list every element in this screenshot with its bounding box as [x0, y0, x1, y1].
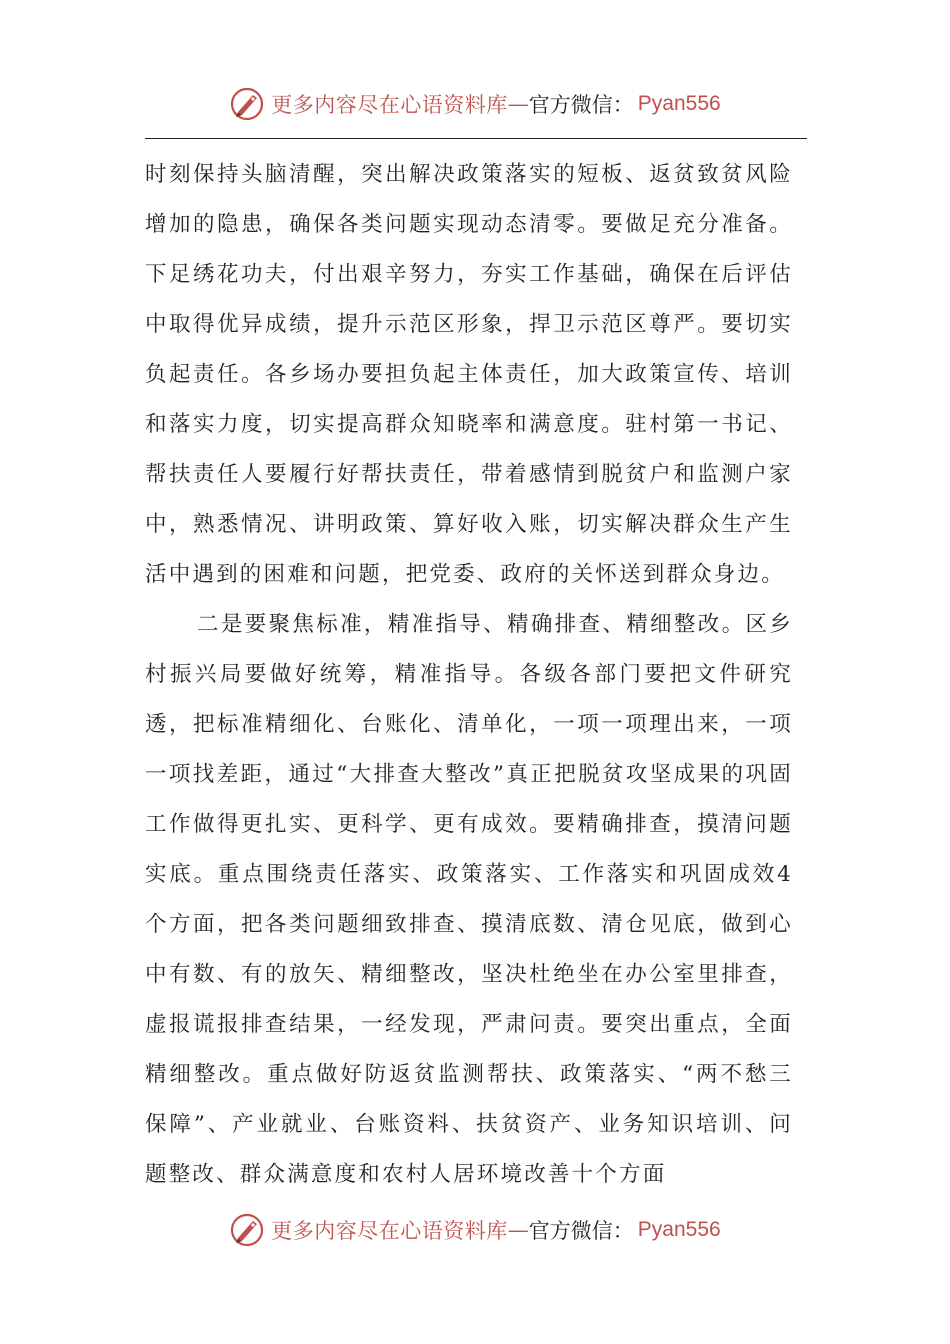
body-paragraph: 时刻保持头脑清醒，突出解决政策落实的短板、返贫致贫风险增加的隐患，确保各类问题实现动态清零。要做足充分准备。下足绣花功夫，付出艰辛努力，夯实工作基础，确保在后评估中取得优异成绩，提升示范区形象，捍卫示范区尊严。要切实负起责任。各乡场办要担负起主体责任，加大政策宣传、培训和落实力度，切实提高群众知晓率和满意度。驻村第一书记、帮扶责任人要履行好帮扶责任，带着感情到脱贫户和监测户家中，熟悉情况、讲明政策、算好收入账，切实解决群众生产生活中遇到的困难和问题，把党委、政府的关怀送到群众身边。	[145, 162, 793, 587]
banner-site-name: 更多内容尽在心语资料库	[271, 93, 508, 117]
banner-wechat-id: Pyan556	[637, 1218, 721, 1241]
header-divider	[145, 138, 807, 139]
banner-wechat-label: 官方微信：	[528, 1219, 634, 1243]
footer-banner	[0, 1208, 950, 1252]
banner-dash: —	[507, 92, 529, 116]
banner-wechat-id: Pyan556	[637, 92, 721, 115]
document-body	[145, 150, 793, 1200]
banner-dash: —	[507, 1218, 529, 1242]
banner-wechat-label: 官方微信：	[528, 93, 634, 117]
pen-nib-logo-icon	[229, 1212, 265, 1248]
body-paragraph: 二是要聚焦标准，精准指导、精确排查、精细整改。区乡村振兴局要做好统筹，精准指导。各级各部门要把文件研究透，把标准精细化、台账化、清单化，一项一项理出来，一项一项找差距，通过“大排查大整改”真正把脱贫攻坚成果的巩固工作做得更扎实、更科学、更有成效。要精确排查，摸清问题实底。重点围绕责任落实、政策落实、工作落实和巩固成效4个方面，把各类问题细致排查、摸清底数、清仓见底，做到心中有数、有的放矢、精细整改，坚决杜绝坐在办公室里排查，虚报谎报排查结果，一经发现，严肃问责。要突出重点，全面精细整改。重点做好防返贫监测帮扶、政策落实、“两不愁三保障”、产业就业、台账资料、扶贫资产、业务知识培训、问题整改、群众满意度和农村人居环境改善十个方面	[145, 612, 793, 1187]
banner-site-name: 更多内容尽在心语资料库	[271, 1219, 508, 1243]
pen-nib-logo-icon	[229, 86, 265, 122]
header-banner	[0, 82, 950, 126]
